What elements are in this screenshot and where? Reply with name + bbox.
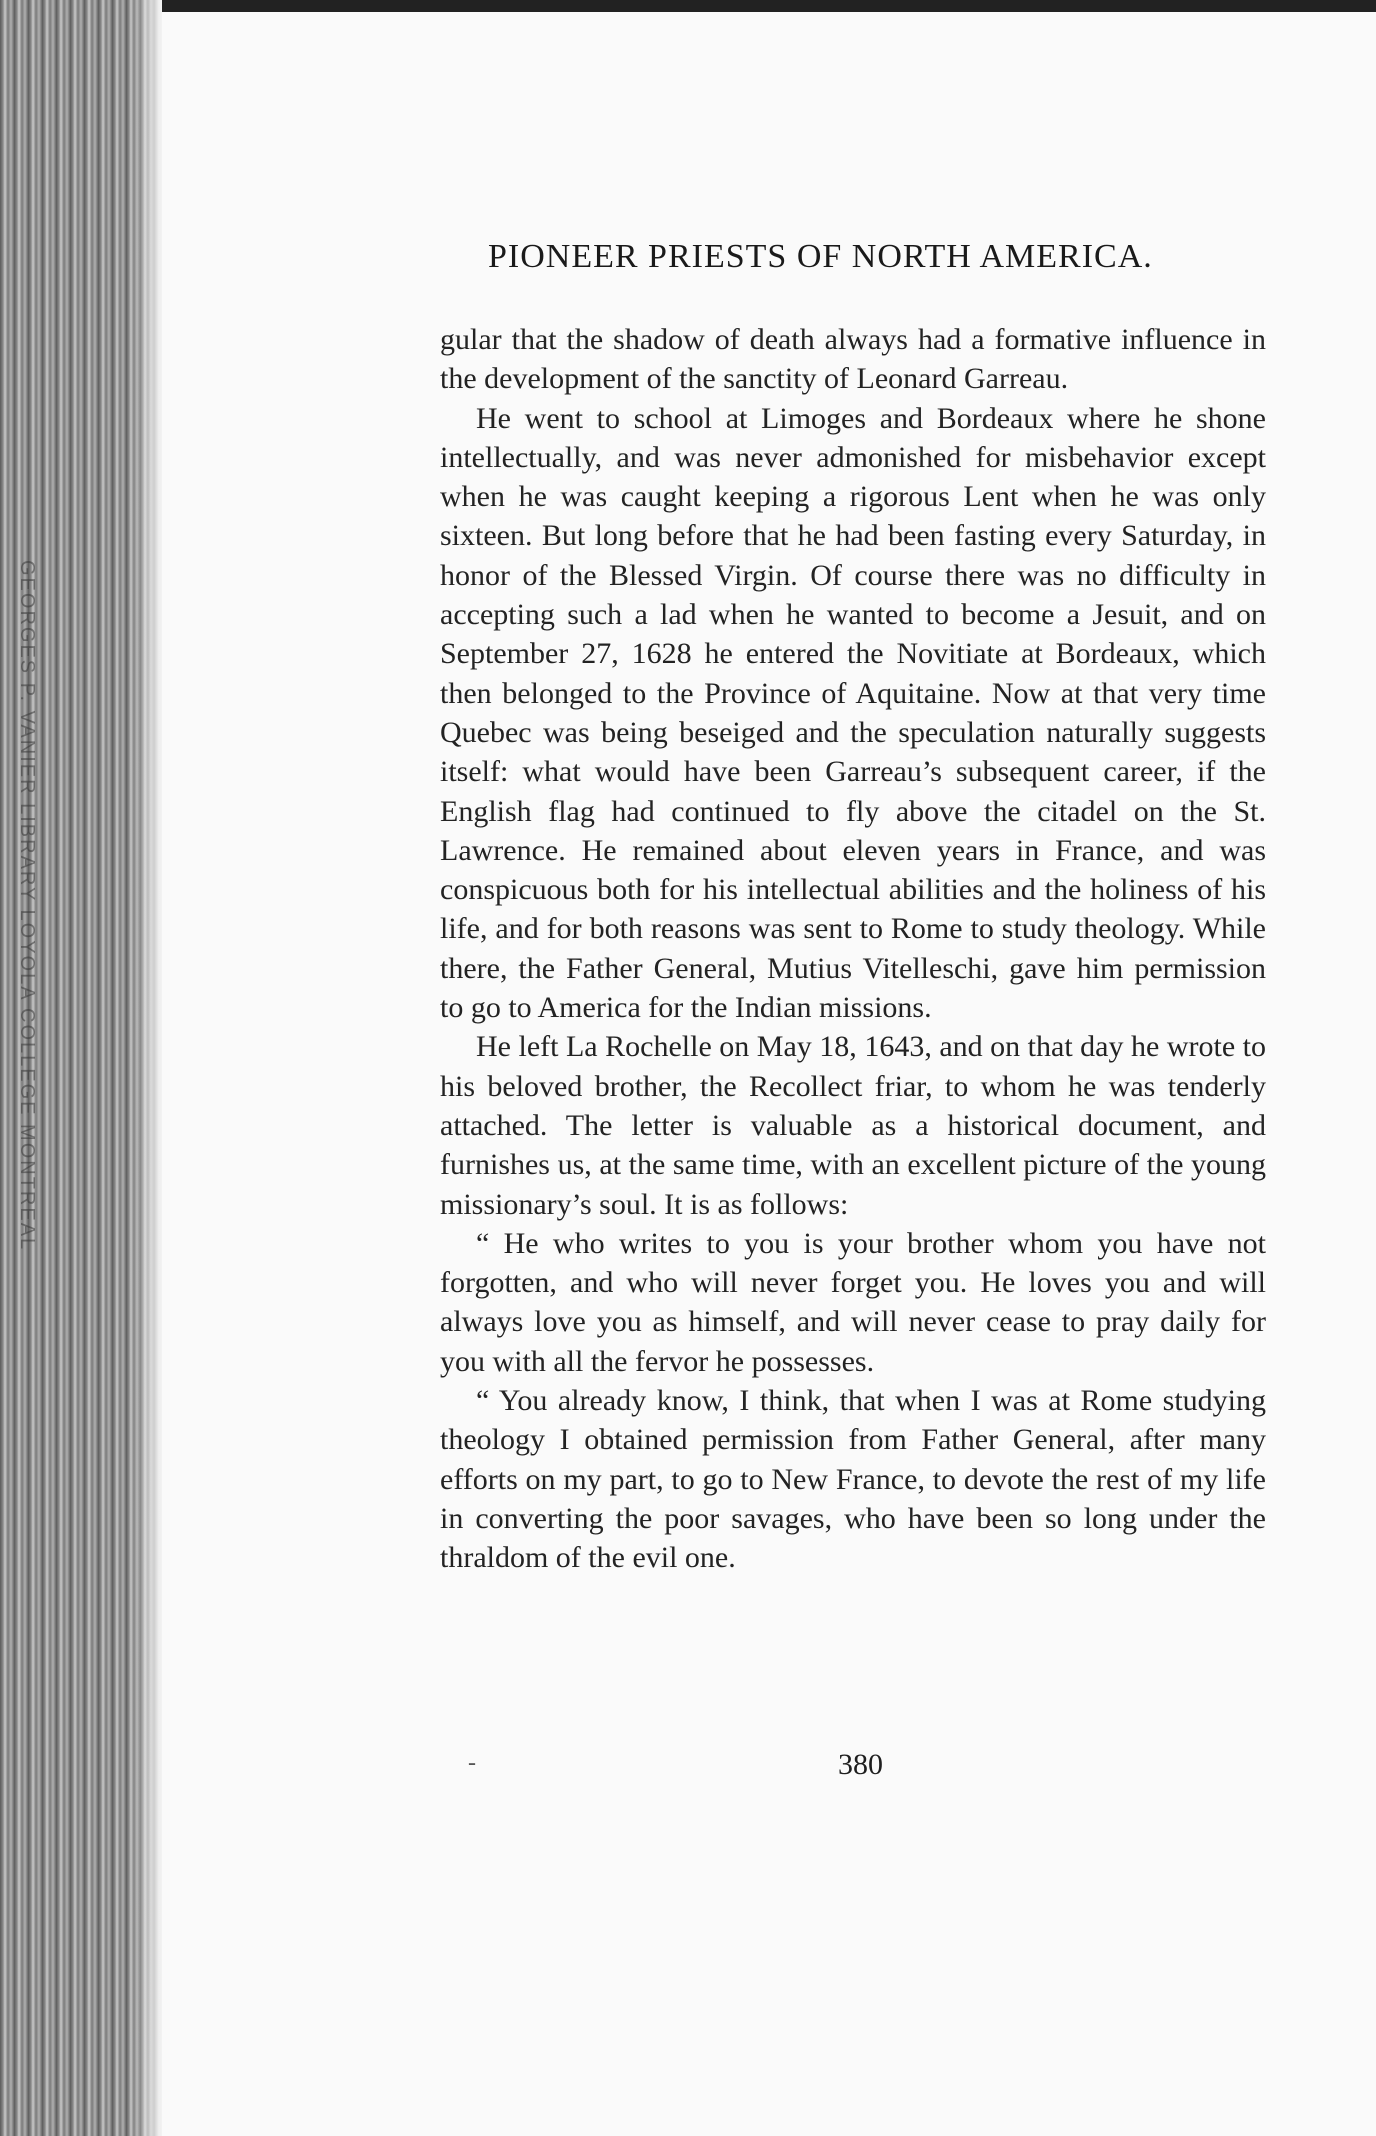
paragraph-continued: gular that the shadow of death always had a formative influence in the development of the sanctity of Leonard Garreau.: [440, 323, 1266, 396]
scan-top-border: [0, 0, 1376, 12]
library-stamp: GEORGES P. VANIER LIBRARY LOYOLA COLLEGE MONTREAL: [16, 560, 38, 1252]
footer-mark: -: [468, 1750, 476, 1776]
running-head: PIONEER PRIESTS OF NORTH AMERICA.: [488, 238, 1153, 275]
page-body: [440, 320, 1266, 1578]
paragraph-quote: “ He who writes to you is your brother whom you have not forgotten, and who will never forget you. He loves you and will always love you as himself, and will never cease to pray daily for you with all the fervor he possesses.: [440, 1226, 1266, 1378]
paragraph-quote: “ You already know, I think, that when I was at Rome studying theology I obtained permission from Father General, after many efforts on my part, to go to New France, to devote the rest of my life in converting the poor savages, who have been so long under the thraldom of the evil one.: [440, 1384, 1266, 1575]
paragraph: He went to school at Limoges and Bordeaux where he shone intellectually, and was never admonished for misbehavior except when he was caught keeping a rigorous Lent when he was only sixteen. But long before that he had been fasting every Saturday, in honor of the Blessed Virgin. Of course there was no difficulty in accepting such a lad when he wanted to become a Jesuit, and on September 27, 1628 he entered the Novitiate at Bordeaux, which then belonged to the Province of Aquitaine. Now at that very time Quebec was being beseiged and the speculation naturally suggests itself: what would have been Garreau’s subsequent career, if the English flag had continued to fly above the citadel on the St. Lawrence. He remained about eleven years in France, and was conspicuous both for his intellectual abilities and the holiness of his life, and for both reasons was sent to Rome to study theology. While there, the Father General, Mutius Vitelleschi, gave him permission to go to America for the Indian missions.: [440, 401, 1266, 1025]
page-number: 380: [838, 1748, 883, 1781]
book-page-edges: [0, 0, 162, 2136]
paragraph: He left La Rochelle on May 18, 1643, and on that day he wrote to his beloved brother, the Recollect friar, to whom he was tenderly attached. The letter is valuable as a historical document, and furnishes us, at the same time, with an excellent picture of the young missionary’s soul. It is as follows:: [440, 1030, 1266, 1221]
